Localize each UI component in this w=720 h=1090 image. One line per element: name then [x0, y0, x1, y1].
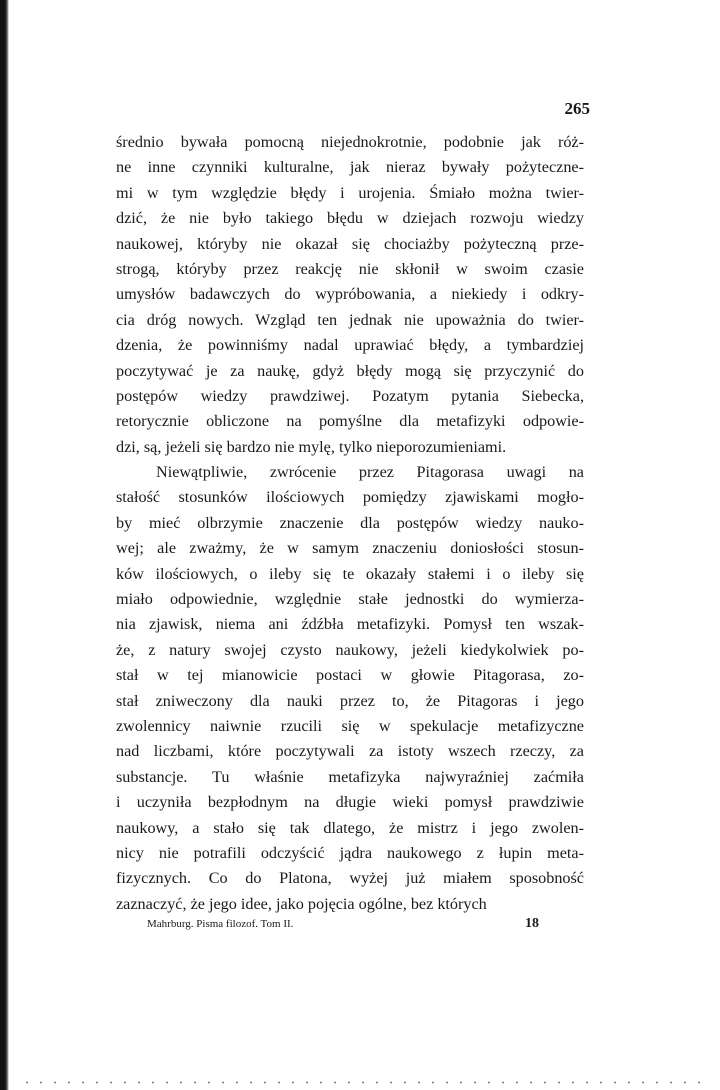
text-line: zaznaczyć, że jego idee, jako pojęcia ogólne, bez których — [116, 894, 487, 913]
page-footer — [147, 916, 539, 936]
text-line: zwolennicy naiwnie rzucili się w spekulacje metafizyczne — [116, 716, 584, 735]
text-line: dzić, że nie było takiego błędu w dziejach rozwoju wiedzy — [116, 209, 584, 228]
text-line: stał w tej mianowicie postaci w głowie Pitagorasa, zo- — [116, 666, 584, 685]
text-line: umysłów badawczych do wypróbowania, a niekiedy i odkry- — [116, 285, 584, 304]
text-line: nad liczbami, które poczytywali za istoty wszech rzeczy, za — [116, 742, 584, 761]
text-line: stał zniweczony dla nauki przez to, że Pitagoras i jego — [116, 691, 584, 710]
text-line: postępów wiedzy prawdziwej. Pozatym pytania Siebecka, — [116, 386, 584, 405]
text-line: ne inne czynniki kulturalne, jak nieraz bywały pożyteczne- — [116, 158, 584, 177]
text-line: mi w tym względzie błędy i urojenia. Śmiało można twier- — [116, 183, 584, 202]
text-line: stałość stosunków ilościowych pomiędzy zjawiskami mogło- — [116, 488, 584, 507]
text-line: cia dróg nowych. Wzgląd ten jednak nie upoważnia do twier- — [116, 310, 584, 329]
text-line: Niewątpliwie, zwrócenie przez Pitagorasa uwagi na — [156, 463, 584, 482]
text-line: substancje. Tu właśnie metafizyka najwyraźniej zaćmiła — [116, 767, 584, 786]
text-line: miało odpowiednie, względnie stałe jednostki do wymierza- — [116, 590, 584, 609]
text-line: dzi, są, jeżeli się bardzo nie mylę, tylko nieporozumieniami. — [116, 437, 507, 456]
text-line: średnio bywała pomocną niejednokrotnie, podobnie jak róż- — [116, 133, 584, 151]
text-line: strogą, któryby przez reakcję nie skłonił w swoim czasie — [116, 259, 584, 278]
text-line: naukowej, któryby nie okazał się chociażby pożyteczną prze- — [116, 234, 584, 253]
text-line: retorycznie obliczone na pomyślne dla metafizyki odpowie- — [116, 412, 584, 431]
text-line: ków ilościowych, o ileby się te okazały stałemi i o ileby się — [116, 564, 584, 583]
footer-signature: Mahrburg. Pisma filozof. Tom II. — [147, 918, 294, 930]
text-line: poczytywać je za naukę, gdyż błędy mogą się przyczynić do — [116, 361, 584, 380]
text-line: by mieć olbrzymie znaczenie dla postępów wiedzy nauko- — [116, 513, 584, 532]
text-line: wej; ale zważmy, że w samym znaczeniu doniosłości stosun- — [116, 539, 584, 558]
text-line: fizycznych. Co do Platona, wyżej już miałem sposobność — [116, 869, 584, 888]
text-line: dzenia, że powinniśmy nadal uprawiać błędy, a tymbardziej — [116, 336, 584, 355]
text-line: że, z natury swojej czysto naukowy, jeżeli kiedykolwiek po- — [116, 640, 584, 659]
text-line: nicy nie potrafili odczyścić jądra naukowego z łupin meta- — [116, 843, 584, 862]
footer-sheet-number: 18 — [525, 916, 539, 931]
scan-dots — [20, 1081, 710, 1084]
binding-edge — [0, 0, 9, 1090]
body-text — [116, 130, 584, 917]
text-line: naukowy, a stało się tak dlatego, że mistrz i jego zwolen- — [116, 818, 584, 837]
text-line: nia zjawisk, niema ani źdźbła metafizyki. Pomysł ten wszak- — [116, 615, 584, 634]
page-number: 265 — [564, 99, 590, 118]
text-line: i uczyniła bezpłodnym na długie wieki pomysł prawdziwie — [116, 793, 584, 812]
